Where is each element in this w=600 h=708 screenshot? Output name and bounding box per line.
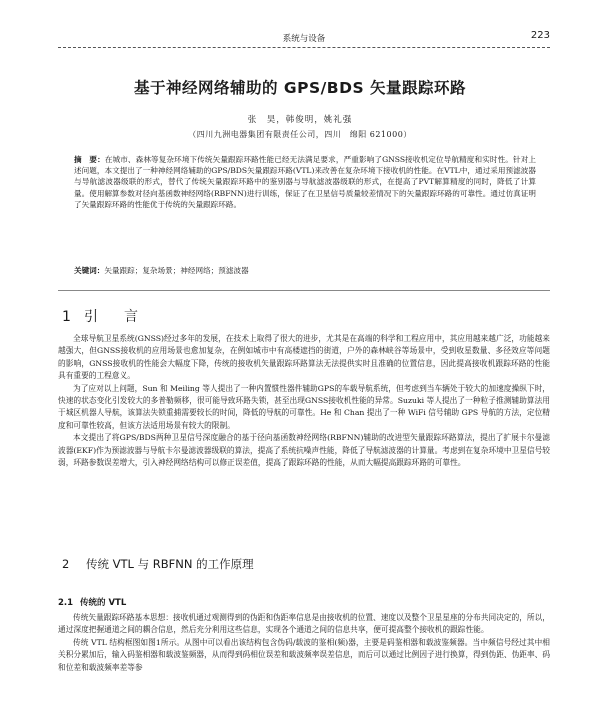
paragraph: 本文提出了将GPS/BDS两种卫星信号深度融合的基于径向基函数神经网络(RBFNN)辅助的改进型矢量跟踪环路算法，提出了扩展卡尔曼滤波器(EKF)作为预滤波器与导航卡尔曼滤波器级联的算法，提高了系统抗噪声性能，降低了导航滤波器的计算量。考虑到在复杂环境中卫星信号较弱，环路参数误差增大，引入神经网络结构可以修正误差值，提高了跟踪环路的性能，从而大幅提高跟踪环路的可靠性。: [58, 433, 550, 468]
section-2-number: 2: [62, 557, 70, 571]
subsection-2-1-title: 传统的 VTL: [80, 598, 127, 608]
keywords-text: 矢量跟踪；复杂场景；神经网络；预滤波器: [104, 266, 249, 275]
section-1-heading: [62, 306, 144, 326]
section-1-number: 1: [62, 309, 77, 325]
paragraph: 传统矢量跟踪环路基本思想：接收机通过观测得到的伪距和伪距率信息是由接收机的位置、速度以及整个卫星星座的分布共同决定的，所以，通过深度把握通道之间的耦合信息，然后充分利用这些信息，实现各个通道之间的信息共享，便可提高整个接收机的跟踪性能。: [58, 613, 550, 635]
subsection-2-1-number: 2.1: [58, 598, 74, 608]
paper-affiliation: （四川九洲电器集团有限责任公司，四川 绵阳 621000）: [188, 130, 412, 139]
section-1-body: [58, 333, 550, 469]
running-header: [58, 30, 550, 46]
keywords-label: 关键词：: [74, 266, 105, 275]
subsection-2-1-body: [58, 612, 550, 674]
subsection-2-1-heading: [58, 596, 126, 608]
paragraph: 传统 VTL 结构框图如图1所示。从图中可以看出该结构包含伪码/载波的鉴相(频)器，主要是码鉴相器和载波鉴频器。当中频信号经过其中相关积分累加后，输入码鉴相器和载波鉴频器，从而得到码相位误差和载波频率误差信息，而后可以通过比例因子进行换算，得到伪距、伪距率、码和位差和载波频率差等参: [58, 637, 551, 672]
page-number: 223: [530, 30, 550, 41]
section-2-title: 传统 VTL 与 RBFNN 的工作原理: [86, 557, 254, 571]
header-divider: [58, 47, 550, 48]
paragraph: 为了应对以上问题，Sun 和 Meiling 等人提出了一种内置惯性器件辅助GPS的车载导航系统，但考虑到当车辆处于较大的加速度操纵下时，快速的状态变化引发较大的多普勒频移，很可能导致环路失锁，甚至出现GNSS接收机性能的异常。Suzuki 等人提出了一种粒子推测辅助算法用于城区机器人导航，该算法失锁重捕需要较长的时间，降低的导航的可靠性。He 和 Chan 提出了一种 WiFi 信号辅助 GPS 导航的方法，定位精度和可靠性较高，但该方法适用场景有较大的限制。: [58, 383, 550, 430]
journal-name: 系统与设备: [282, 34, 326, 44]
section-1-title: 引 言: [84, 309, 144, 325]
abstract-label: 摘 要：: [74, 155, 105, 164]
abstract-text: 在城市、森林等复杂环境下传统矢量跟踪环路性能已经无法满足要求，严重影响了GNSS接收机定位导航精度和实时性。针对上述问题，本文提出了一种神经网络辅助的GPS/BDS矢量跟踪环路(VTL)来改善在复杂环境下接收机的性能。在VTL中，通过采用预滤波器与导航滤波器级联的形式，替代了传统矢量跟踪环路中的鉴别器与导航滤波器级联的形式，在提高了PVT解算精度的同时，降低了计算量。使用解算参数对径向基函数神经网络(RBFNN)进行训练，保证了在卫星信号质量较差情况下的矢量跟踪环路的可靠性。通过仿真证明了矢量跟踪环路的性能优于传统的矢量跟踪环路。: [74, 155, 536, 209]
keywords: [74, 265, 536, 276]
paragraph: 全球导航卫星系统(GNSS)经过多年的发展，在技术上取得了很大的进步，尤其是在高端的科学和工程应用中，其应用越来越广泛，功能越来越强大，但GNSS接收机的应用场景也愈加复杂，在例如城市中有高楼遮挡的街道，户外的森林峡谷等场景中，受到收星数量、多径效应等问题的影响，GNSS接收机的性能会大幅度下降，传统的接收机矢量跟踪环路算法无法提供实时且准确的位置信息，因此提高接收机跟踪环路的性能具有重要的工程意义。: [58, 334, 550, 381]
paper-title: 基于神经网络辅助的 GPS/BDS 矢量跟踪环路: [133, 79, 467, 97]
section-divider: [58, 290, 550, 291]
abstract: [74, 154, 536, 210]
paper-authors: 张 昊，韩俊明，姚礼强: [247, 115, 353, 125]
section-2-heading: [62, 556, 254, 572]
